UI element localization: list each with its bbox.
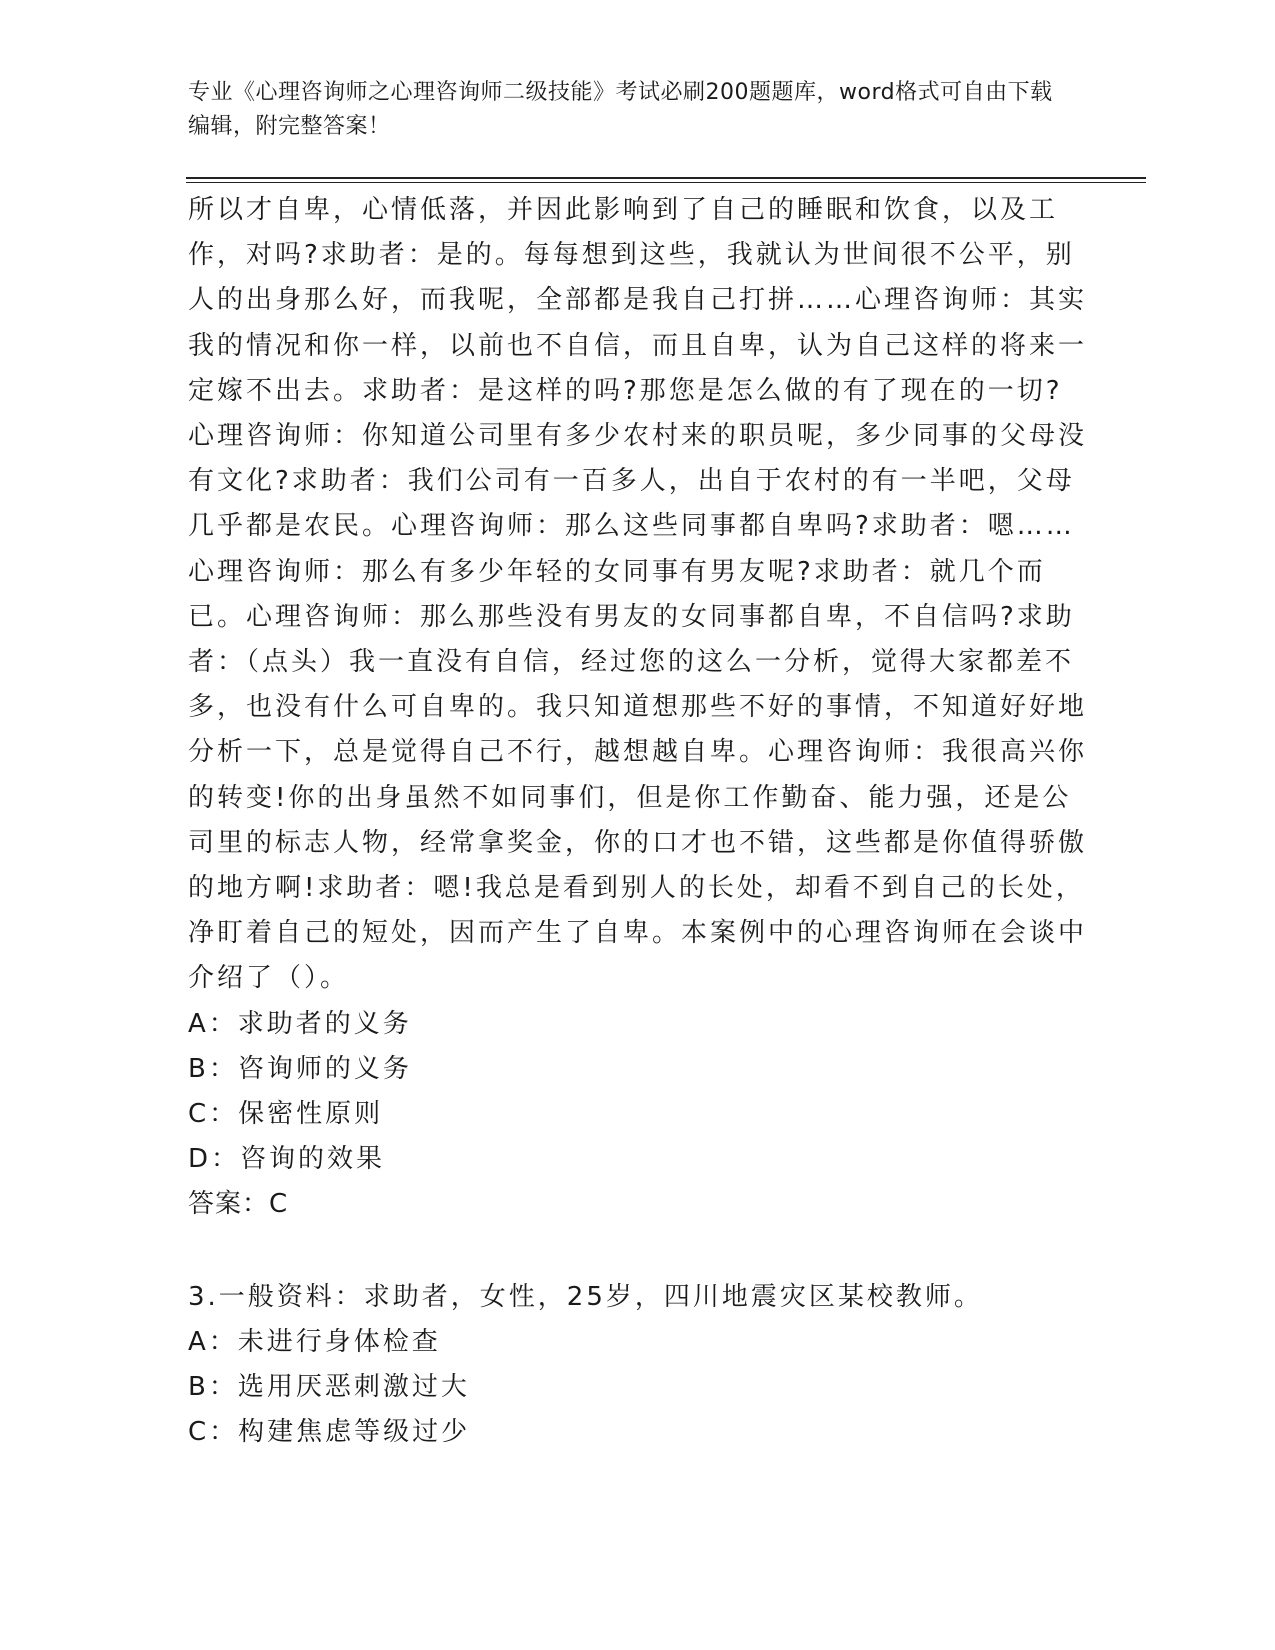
option-b: B：咨询师的义务 <box>188 1053 412 1084</box>
option-a: A：求助者的义务 <box>188 1008 412 1039</box>
question-stem: 所以才自卑，心情低落，并因此影响到了自己的睡眠和饮食，以及工作，对吗?求助者：是的。每每想到这些，我就认为世间很不公平，别人的出身那么好，而我呢，全部都是我自己打拼……心理咨询师：其实我的情况和你一样，以前也不自信，而且自卑，认为自己这样的将来一定嫁不出去。求助者：是这样的吗?那您是怎么做的有了现在的一切?心理咨询师：你知道公司里有多少农村来的职员呢，多少同事的父母没有文化?求助者：我们公司有一百多人，出自于农村的有一半吧，父母几乎都是农民。心理咨询师：那么这些同事都自卑吗?求助者：嗯……心理咨询师：那么有多少年轻的女同事有男友呢?求助者：就几个而已。心理咨询师：那么那些没有男友的女同事都自卑，不自信吗?求助者：（点头）我一直没有自信，经过您的这么一分析，觉得大家都差不多，也没有什么可自卑的。我只知道想那些不好的事情，不知道好好地分析一下，总是觉得自己不行，越想越自卑。心理咨询师：我很高兴你的转变!你的出身虽然不如同事们，但是你工作勤奋、能力强，还是公司里的标志人物，经常拿奖金，你的口才也不错，这些都是你值得骄傲的地方啊!求助者：嗯!我总是看到别人的长处，却看不到自己的长处，净盯着自己的短处，因而产生了自卑。本案例中的心理咨询师在会谈中介绍了（）。 <box>188 195 1088 994</box>
option-a: A：未进行身体检查 <box>188 1326 441 1357</box>
document-body <box>188 188 1088 1455</box>
header-divider-thick <box>186 177 1146 179</box>
answer-line: 答案：C <box>188 1189 289 1220</box>
option-c: C：保密性原则 <box>188 1099 384 1130</box>
question-3 <box>188 1275 1088 1456</box>
question-2 <box>188 188 1088 1228</box>
header-title: 专业《心理咨询师之心理咨询师二级技能》考试必刷200题题库，word格式可自由下载编辑，附完整答案！ <box>188 80 1053 139</box>
option-c: C：构建焦虑等级过少 <box>188 1417 471 1448</box>
question-stem: 3.一般资料：求助者，女性，25岁，四川地震灾区某校教师。 <box>188 1281 983 1312</box>
option-d: D：咨询的效果 <box>188 1144 386 1175</box>
section-spacer <box>188 1228 1088 1275</box>
option-b: B：选用厌恶刺激过大 <box>188 1372 470 1403</box>
document-header <box>188 76 1068 144</box>
header-divider-thin <box>186 182 1146 183</box>
